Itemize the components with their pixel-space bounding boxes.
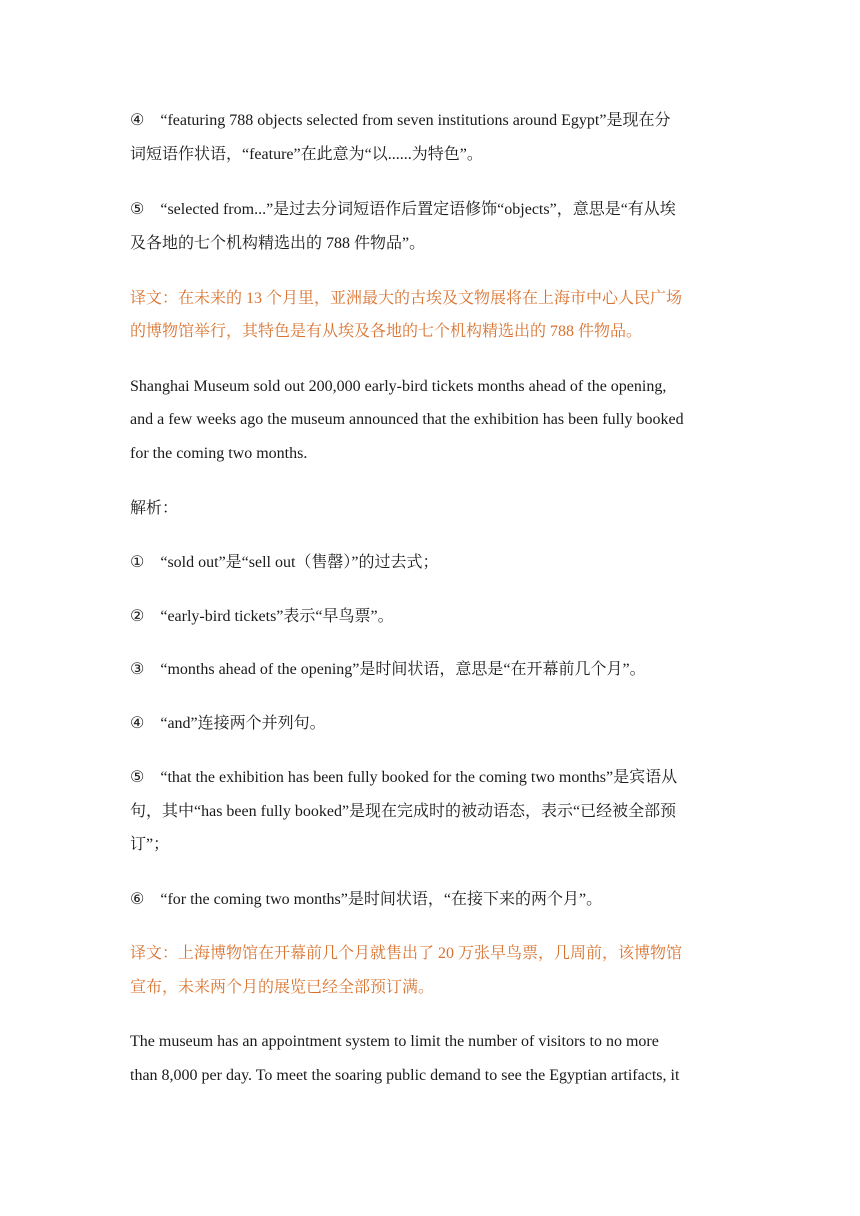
text-line: ⑤ “that the exhibition has been fully booked for the coming two months”是宾语从: [130, 769, 678, 786]
analysis-label: 解析：: [130, 500, 179, 517]
text-line: 词短语作状语，“feature”在此意为“以......为特色”。: [130, 146, 483, 163]
translation-line: 译文：在未来的 13 个月里，亚洲最大的古埃及文物展将在上海市中心人民广场: [130, 290, 683, 307]
text-line: ④ “featuring 788 objects selected from seven institutions around Egypt”是现在分: [130, 112, 671, 129]
text-line: ① “sold out”是“sell out（售罄）”的过去式；: [130, 554, 439, 571]
text-line: 及各地的七个机构精选出的 788 件物品”。: [130, 235, 426, 252]
translation-line: 的博物馆举行，其特色是有从埃及各地的七个机构精选出的 788 件物品。: [130, 323, 643, 340]
translation-line: 译文：上海博物馆在开幕前几个月就售出了 20 万张早鸟票，几周前，该博物馆: [130, 945, 683, 962]
text-line: 订”；: [130, 836, 170, 853]
english-line: Shanghai Museum sold out 200,000 early-bird tickets months ahead of the opening,: [130, 378, 667, 395]
english-line: for the coming two months.: [130, 445, 308, 462]
text-line: 句，其中“has been fully booked”是现在完成时的被动语态，表示“已经被全部预: [130, 803, 677, 820]
translation-line: 宣布，未来两个月的展览已经全部预订满。: [130, 979, 435, 996]
text-line: ④ “and”连接两个并列句。: [130, 715, 326, 732]
english-line: and a few weeks ago the museum announced that the exhibition has been fully booked: [130, 411, 684, 428]
english-line: The museum has an appointment system to limit the number of visitors to no more: [130, 1033, 659, 1050]
text-line: ⑤ “selected from...”是过去分词短语作后置定语修饰“objects”，意思是“有从埃: [130, 201, 676, 218]
english-line: than 8,000 per day. To meet the soaring public demand to see the Egyptian artifacts, it: [130, 1067, 680, 1084]
text-line: ③ “months ahead of the opening”是时间状语，意思是“在开幕前几个月”。: [130, 661, 646, 678]
text-line: ⑥ “for the coming two months”是时间状语，“在接下来的两个月”。: [130, 891, 603, 908]
text-line: ② “early-bird tickets”表示“早鸟票”。: [130, 608, 394, 625]
